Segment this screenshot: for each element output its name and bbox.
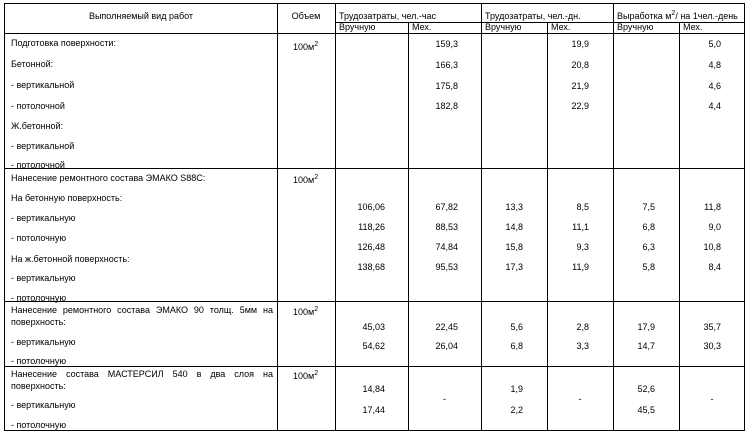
manual-hours: 106,06 <box>357 202 385 212</box>
mech-output: 8,4 <box>708 262 721 272</box>
manual-days: 14,8 <box>505 222 523 232</box>
work-line: - потолочную <box>11 293 67 303</box>
manual-days: 5,6 <box>510 322 523 332</box>
manual-hours: 17,44 <box>362 405 385 415</box>
header-labor-hours: Трудозатраты, чел.-час <box>339 11 437 21</box>
manual-days: 17,3 <box>505 262 523 272</box>
mech-days: 20,8 <box>571 60 589 70</box>
manual-output: 45,5 <box>637 405 655 415</box>
row-divider <box>5 301 744 302</box>
work-line: - потолочной <box>11 160 65 170</box>
manual-hours: 118,26 <box>358 222 385 232</box>
work-line: Нанесение ремонтного состава ЭМАКО 90 толщ. 5мм на поверхность: <box>11 305 273 327</box>
mech-days: 21,9 <box>571 81 589 91</box>
work-line: - потолочную <box>11 233 67 243</box>
mech-hours: 67,82 <box>435 202 458 212</box>
manual-days: 6,8 <box>510 341 523 351</box>
manual-days: 15,8 <box>505 242 523 252</box>
subheader-manual: Вручную <box>617 22 654 32</box>
header-labor-days: Трудозатраты, чел.-дн. <box>485 11 581 21</box>
header-volume: Объем <box>291 11 321 21</box>
manual-hours: 54,62 <box>362 341 385 351</box>
subheader-manual: Вручную <box>339 22 376 32</box>
mech-output: 11,8 <box>704 202 721 212</box>
dash-placeholder: - <box>443 394 446 404</box>
mech-output: 4,6 <box>708 81 721 91</box>
volume-unit: $100м^2$ <box>293 370 319 381</box>
subheader-mech: Мех. <box>412 22 432 32</box>
mech-output: 4,8 <box>708 60 721 70</box>
mech-hours: 166,3 <box>435 60 458 70</box>
mech-days: 22,9 <box>571 101 589 111</box>
mech-output: 5,0 <box>708 39 721 49</box>
subheader-manual: Вручную <box>485 22 522 32</box>
row-divider <box>5 33 744 34</box>
manual-output: 17,9 <box>637 322 655 332</box>
manual-output: 7,5 <box>642 202 655 212</box>
manual-output: 52,6 <box>637 384 655 394</box>
work-line: Нанесение ремонтного состава ЭМАКО S88C: <box>11 173 206 183</box>
mech-days: 2,8 <box>576 322 589 332</box>
manual-output: 5,8 <box>642 262 655 272</box>
subheader-mech: Мех. <box>683 22 703 32</box>
work-line: - вертикальную <box>11 213 76 223</box>
mech-output: 30,3 <box>703 341 721 351</box>
manual-output: 6,3 <box>642 242 655 252</box>
dash-placeholder: - <box>578 394 582 404</box>
manual-days: 2,2 <box>510 405 523 415</box>
work-line: - потолочной <box>11 101 65 111</box>
header-output: Выработка $м^2/$ на 1чел.-день <box>617 10 738 21</box>
mech-hours: 26,04 <box>435 341 458 351</box>
mech-days: 11,9 <box>572 262 589 272</box>
manual-days: 1,9 <box>510 384 523 394</box>
mech-hours: 95,53 <box>435 262 458 272</box>
mech-hours: 88,53 <box>435 222 458 232</box>
mech-days: 3,3 <box>576 341 589 351</box>
mech-days: 19,9 <box>571 39 589 49</box>
dash-placeholder: - <box>710 394 714 404</box>
mech-days: 8,5 <box>576 202 589 212</box>
work-line: На ж.бетонной поверхность: <box>11 254 130 264</box>
mech-output: 9,0 <box>708 222 721 232</box>
work-line: - потолочную <box>11 356 67 366</box>
volume-unit: $100м^2$ <box>293 306 319 317</box>
row-divider <box>5 168 744 169</box>
manual-output: 14,7 <box>637 341 655 351</box>
work-line: На бетонную поверхность: <box>11 193 123 203</box>
work-line: Ж.бетонной: <box>11 121 64 131</box>
work-line: - потолочную <box>11 420 67 430</box>
work-line: Подготовка поверхности: <box>11 38 116 48</box>
manual-days: 13,3 <box>505 202 523 212</box>
work-norms-table <box>4 3 745 431</box>
mech-days: 11,1 <box>572 222 589 232</box>
manual-hours: 126,48 <box>357 242 385 252</box>
mech-hours: 74,84 <box>435 242 458 252</box>
mech-output: 4,4 <box>708 101 721 111</box>
work-line: Бетонной: <box>11 59 54 69</box>
volume-unit: $100м^2$ <box>293 174 319 185</box>
header-work-type: Выполняемый вид работ <box>88 11 194 21</box>
work-line: - вертикальную <box>11 337 76 347</box>
subheader-mech: Мех. <box>551 22 571 32</box>
mech-hours: 175,8 <box>435 81 458 91</box>
mech-hours: 22,45 <box>435 322 458 332</box>
mech-hours: 182,8 <box>435 101 458 111</box>
volume-unit: $100м^2$ <box>293 41 319 52</box>
work-line: - вертикальную <box>11 400 76 410</box>
manual-hours: 138,68 <box>357 262 385 272</box>
mech-hours: 159,3 <box>435 39 458 49</box>
mech-days: 9,3 <box>576 242 589 252</box>
row-divider <box>5 366 744 367</box>
manual-hours: 45,03 <box>362 322 385 332</box>
work-line: - вертикальной <box>11 141 75 151</box>
work-line: - вертикальной <box>11 80 75 90</box>
manual-output: 6,8 <box>642 222 655 232</box>
mech-output: 35,7 <box>703 322 721 332</box>
manual-hours: 14,84 <box>362 384 385 394</box>
work-line: - вертикальную <box>11 273 76 283</box>
mech-output: 10,8 <box>703 242 721 252</box>
work-line: Нанесение состава МАСТЕРСИЛ 540 в два слоя на поверхность: <box>11 369 273 391</box>
